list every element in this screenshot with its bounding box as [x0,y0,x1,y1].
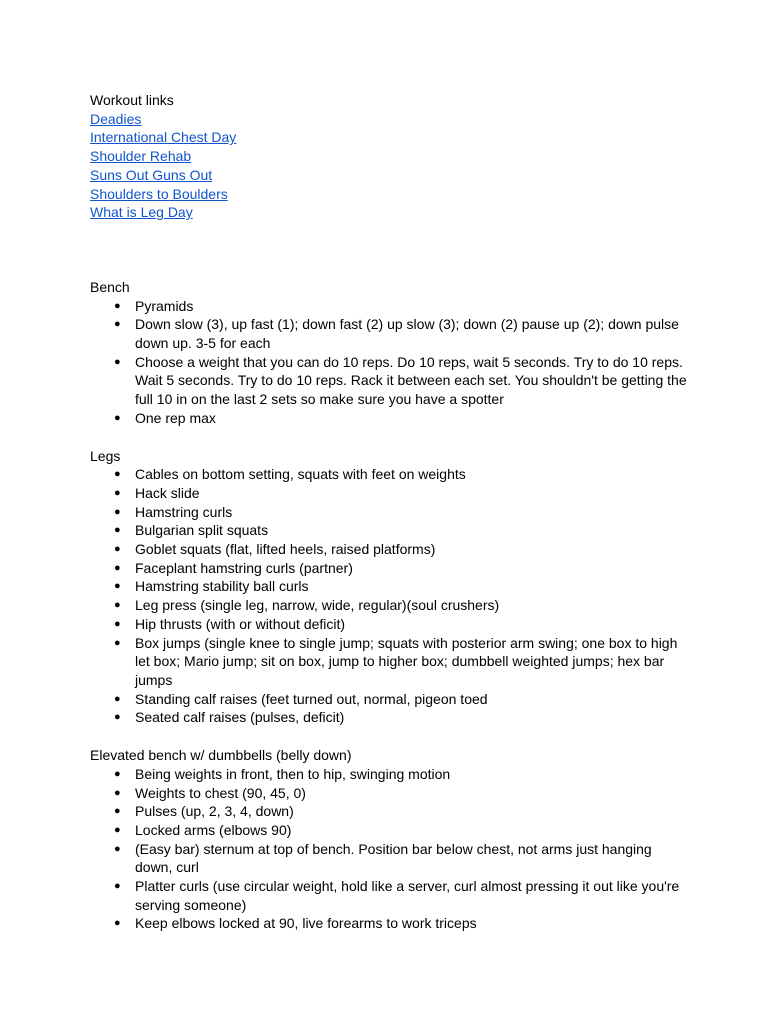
workout-links-section [90,91,690,222]
list-item [90,840,690,877]
list-item [90,409,690,428]
list-item [90,914,690,933]
section-heading-bench: Bench [90,278,130,295]
list-item-text: Faceplant hamstring curls (partner) [135,559,353,576]
elevated-bench-section [90,746,690,933]
section-heading-elevated-bench: Elevated bench w/ dumbbells (belly down) [90,747,352,764]
list-item-text: Seated calf raises (pulses, deficit) [135,709,345,726]
list-item [90,821,690,840]
bullet-icon: ● [114,561,121,574]
list-item-text: Locked arms (elbows 90) [135,821,292,838]
list-item-text: Platter curls (use circular weight, hold like a server, curl almost pressing it out like you're serving someone) [135,878,680,913]
list-item [90,503,690,522]
link-suns-out-guns-out[interactable]: Suns Out Guns Out [90,166,213,183]
list-item-text: Standing calf raises (feet turned out, normal, pigeon toed [135,690,488,707]
link-what-is-leg-day[interactable]: What is Leg Day [90,204,193,221]
legs-list [90,465,690,727]
bench-section [90,278,690,428]
legs-section [90,447,690,728]
list-item-text: Goblet squats (flat, lifted heels, raised platforms) [135,541,436,558]
bullet-icon: ● [114,917,121,930]
bullet-icon: ● [114,318,121,331]
list-item [90,540,690,559]
list-item-text: Hip thrusts (with or without deficit) [135,615,346,632]
bullet-icon: ● [114,636,121,649]
bench-list [90,297,690,428]
link-shoulder-rehab[interactable]: Shoulder Rehab [90,148,192,165]
list-item [90,297,690,316]
list-item [90,615,690,634]
bullet-icon: ● [114,599,121,612]
list-item-text: Leg press (single leg, narrow, wide, regular)(soul crushers) [135,597,500,614]
link-deadies[interactable]: Deadies [90,110,142,127]
list-item [90,203,690,222]
bullet-icon: ● [114,805,121,818]
list-item [90,110,690,129]
list-item [90,784,690,803]
bullet-icon: ● [114,711,121,724]
list-item [90,185,690,204]
link-shoulders-to-boulders[interactable]: Shoulders to Boulders [90,185,228,202]
list-item-text: Weights to chest (90, 45, 0) [135,784,306,801]
list-item-text: Bulgarian split squats [135,522,269,539]
list-item [90,353,690,409]
list-item-text: Keep elbows locked at 90, live forearms to work triceps [135,915,477,932]
document-page [90,91,690,933]
list-item-text: Down slow (3), up fast (1); down fast (2) up slow (3); down (2) pause up (2); down pulse down up. 3-5 for each [135,316,679,352]
bullet-icon: ● [114,692,121,705]
list-item [90,521,690,540]
list-item [90,877,690,914]
list-item-text: Hamstring stability ball curls [135,578,309,595]
workout-links-list [90,110,690,222]
list-item [90,166,690,185]
bullet-icon: ● [114,617,121,630]
link-international-chest-day[interactable]: International Chest Day [90,129,237,146]
list-item [90,465,690,484]
list-item [90,690,690,709]
list-item [90,596,690,615]
list-item [90,128,690,147]
spacer [90,222,690,278]
bullet-icon: ● [114,299,121,312]
list-item [90,634,690,690]
list-item [90,315,690,352]
list-item [90,484,690,503]
bullet-icon: ● [114,543,121,556]
list-item [90,802,690,821]
list-item-text: (Easy bar) sternum at top of bench. Position bar below chest, not arms just hanging down, curl [135,840,652,876]
bullet-icon: ● [114,486,121,499]
workout-links-heading: Workout links [90,92,174,108]
bullet-icon: ● [114,468,121,481]
bullet-icon: ● [114,880,121,893]
list-item [90,708,690,727]
list-item-text: Pulses (up, 2, 3, 4, down) [135,803,294,820]
list-item-text: Cables on bottom setting, squats with feet on weights [135,466,466,483]
list-item [90,147,690,166]
bullet-icon: ● [114,355,121,368]
list-item-text: Choose a weight that you can do 10 reps. Do 10 reps, wait 5 seconds. Try to do 10 reps. Wait 5 seconds. Try to do 10 reps. Rack it between each set. You shouldn't be getting the full 10 in on the last 2 sets so make sure you have a spotter [135,353,687,408]
bullet-icon: ● [114,580,121,593]
list-item [90,559,690,578]
bullet-icon: ● [114,786,121,799]
list-item-text: Box jumps (single knee to single jump; squats with posterior arm swing; one box to high let box; Mario jump; sit on box, jump to higher box; dumbbell weighted jumps; hex bar jumps [135,634,678,688]
spacer [90,428,690,447]
elevated-bench-list [90,765,690,933]
bullet-icon: ● [114,767,121,780]
list-item-text: Pyramids [135,297,194,314]
spacer [90,727,690,746]
list-item [90,765,690,784]
list-item-text: Being weights in front, then to hip, swinging motion [135,765,451,782]
list-item-text: One rep max [135,409,216,426]
bullet-icon: ● [114,524,121,537]
list-item [90,577,690,596]
bullet-icon: ● [114,842,121,855]
bullet-icon: ● [114,823,121,836]
list-item-text: Hamstring curls [135,503,233,520]
section-heading-legs: Legs [90,447,121,464]
bullet-icon: ● [114,505,121,518]
list-item-text: Hack slide [135,484,200,501]
bullet-icon: ● [114,411,121,424]
